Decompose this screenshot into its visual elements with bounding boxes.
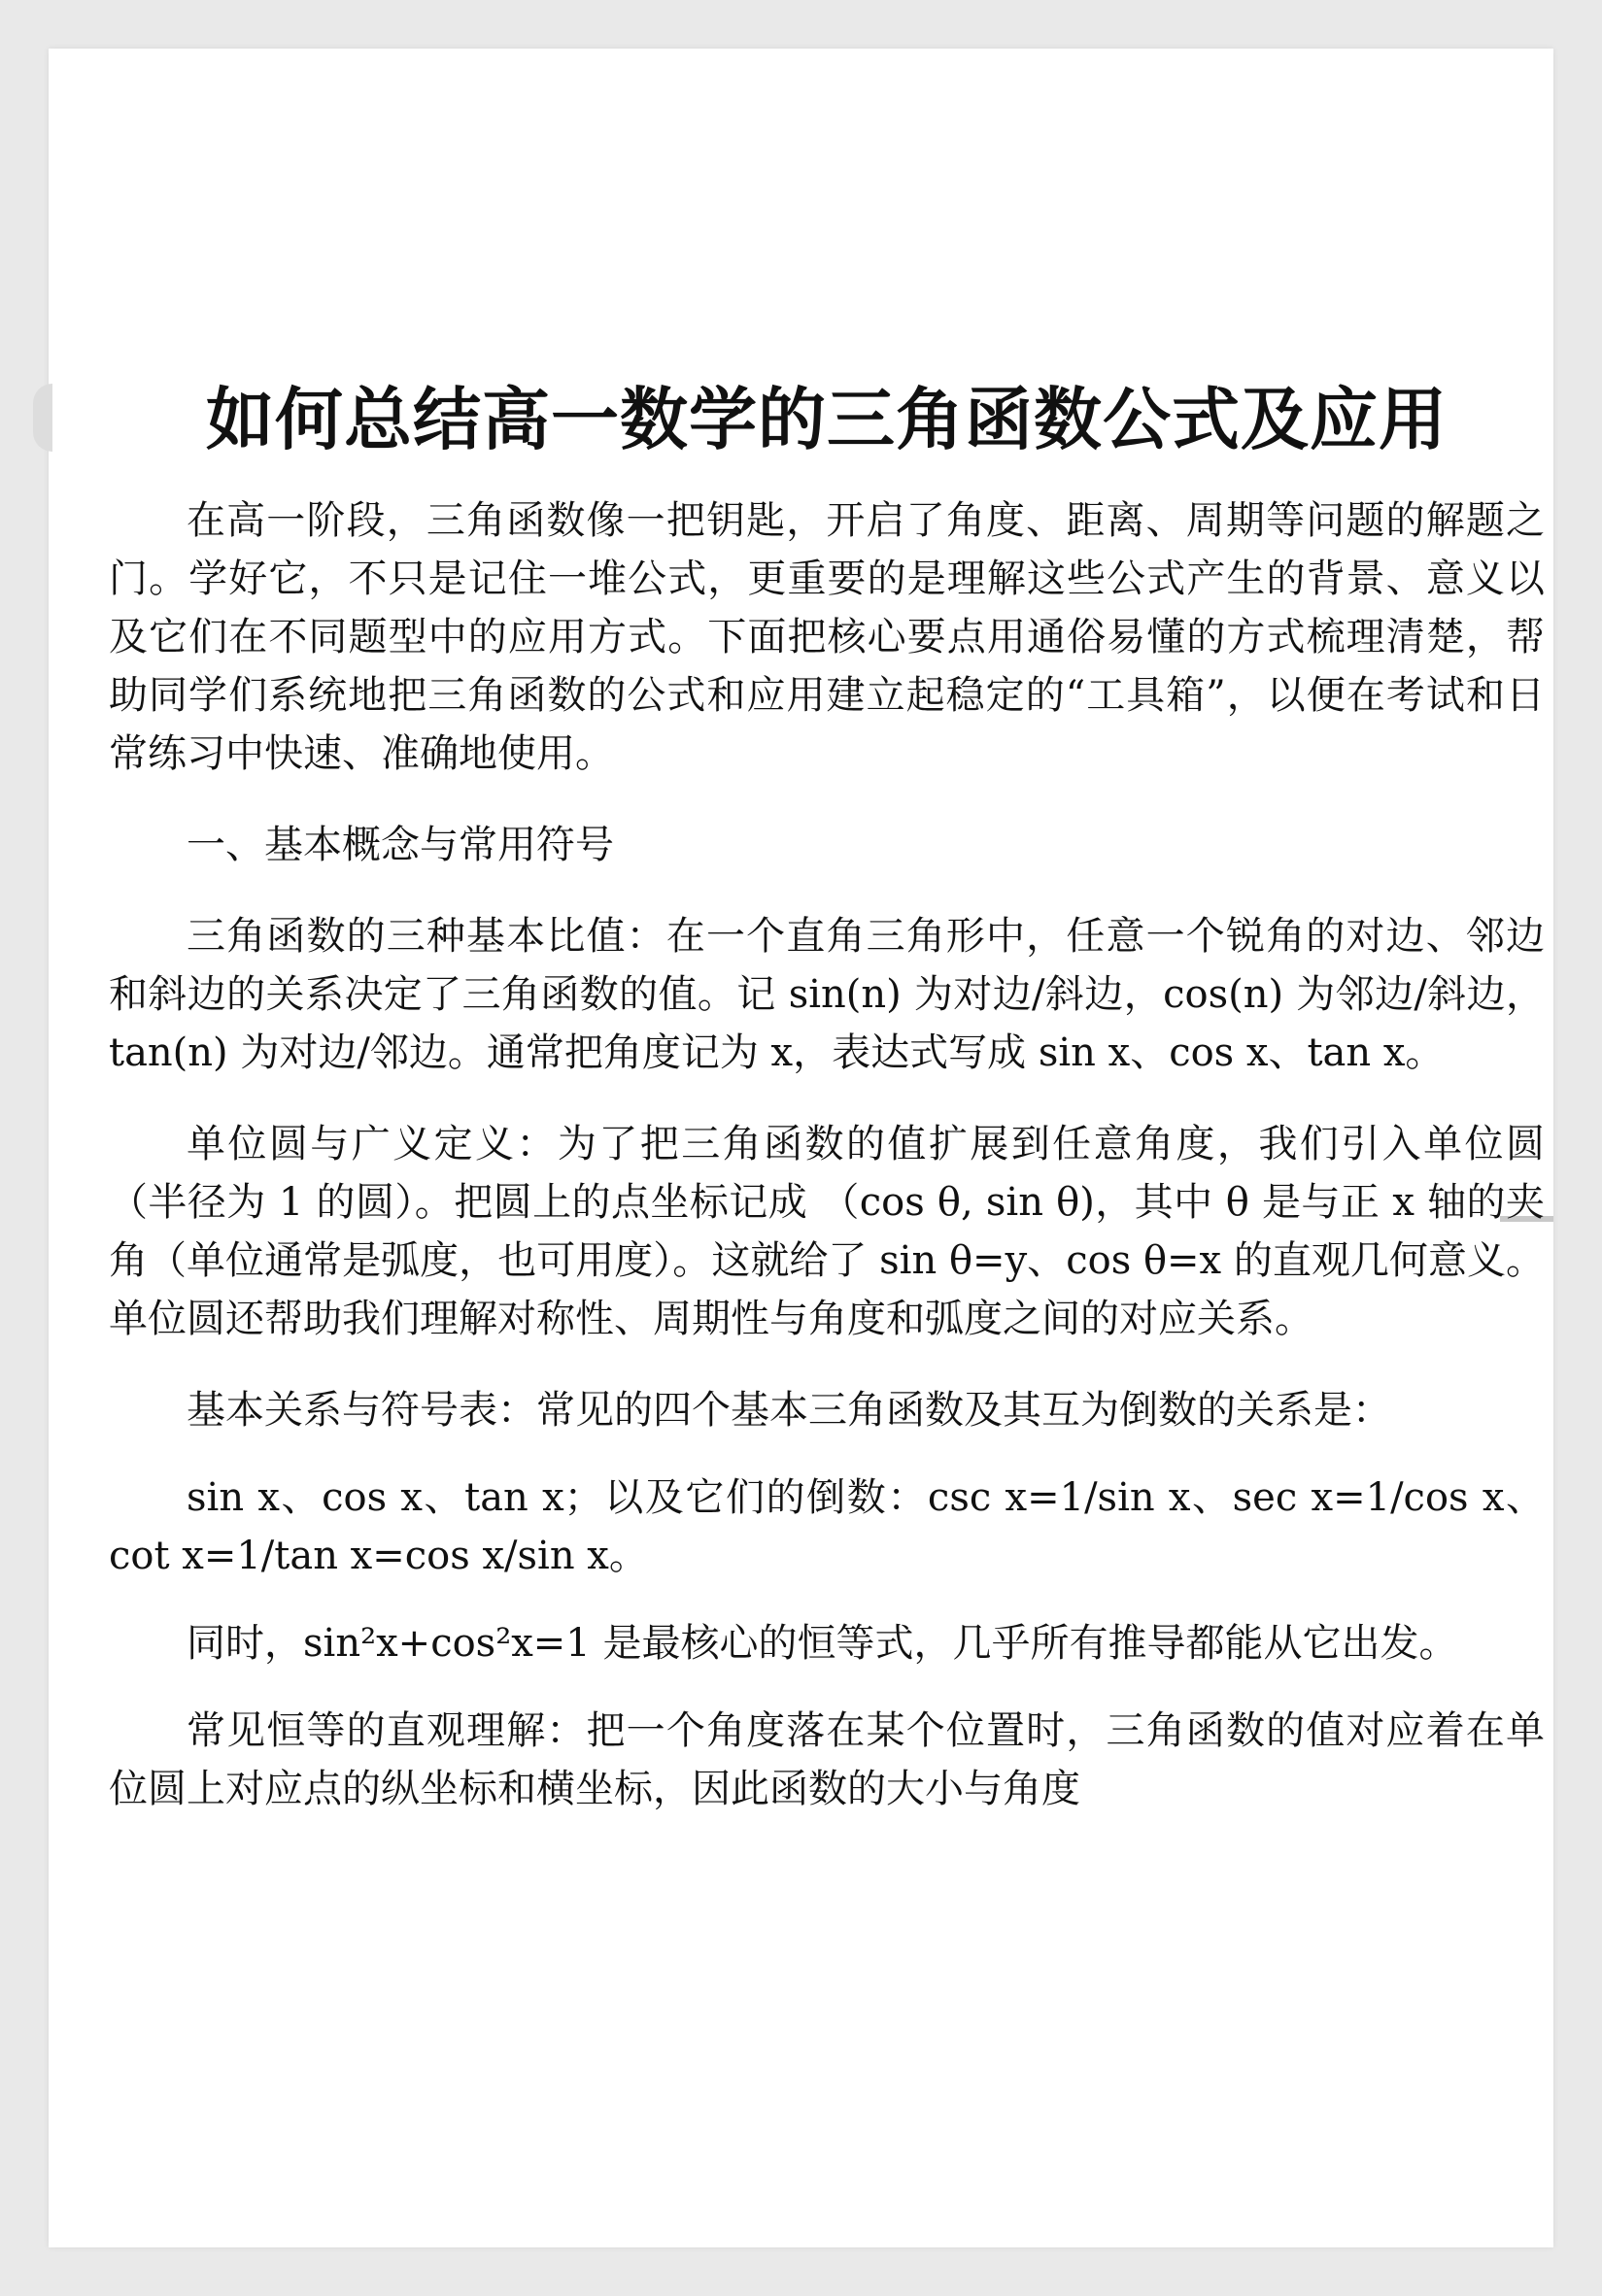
paragraph-intuition: 常见恒等的直观理解：把一个角度落在某个位置时，三角函数的值对应着在单位圆上对应点的纵坐标和横坐标，因此函数的大小与角度 [109, 1708, 1545, 1811]
paragraph-basic-ratios: 三角函数的三种基本比值：在一个直角三角形中，任意一个锐角的对边、邻边和斜边的关系决定了三角函数的值。记 sin(n) 为对边/斜边，cos(n) 为邻边/斜边，tan(n) 为对边/邻边。通常把角度记为 x，表达式写成 sin x、cos x、tan x。 [109, 914, 1545, 1075]
section-heading: 一、基本概念与常用符号 [187, 823, 614, 867]
paragraph-unit-circle: 单位圆与广义定义：为了把三角函数的值扩展到任意角度，我们引入单位圆（半径为 1 的圆）。把圆上的点坐标记成 （cos θ, sin θ)，其中 θ 是与正 x 轴的夹角（单位通常是弧度，也可用度）。这就给了 sin θ=y、cos θ=x 的直观几何意义。单位圆还帮助我们理解对称性、周期性与角度和弧度之间的对应关系。 [109, 1122, 1545, 1341]
paragraph-identity: 同时，sin²x+cos²x=1 是最核心的恒等式，几乎所有推导都能从它出发。 [187, 1621, 1458, 1666]
paragraph-reciprocals: sin x、cos x、tan x；以及它们的倒数：csc x=1/sin x、sec x=1/cos x、cot x=1/tan x=cos x/sin x。 [109, 1475, 1545, 1578]
paragraph-relations: 基本关系与符号表：常见的四个基本三角函数及其互为倒数的关系是： [187, 1388, 1391, 1433]
document-content [109, 371, 1545, 1818]
document-title: 如何总结高一数学的三角函数公式及应用 [206, 380, 1448, 459]
document-page [49, 49, 1553, 2247]
intro-paragraph: 在高一阶段，三角函数像一把钥匙，开启了角度、距离、周期等问题的解题之门。学好它，不只是记住一堆公式，更重要的是理解这些公式产生的背景、意义以及它们在不同题型中的应用方式。下面把核心要点用通俗易懂的方式梳理清楚，帮助同学们系统地把三角函数的公式和应用建立起稳定的“工具箱”，以便在考试和日常练习中快速、准确地使用。 [109, 498, 1545, 776]
page-edge-shadow [33, 384, 52, 452]
